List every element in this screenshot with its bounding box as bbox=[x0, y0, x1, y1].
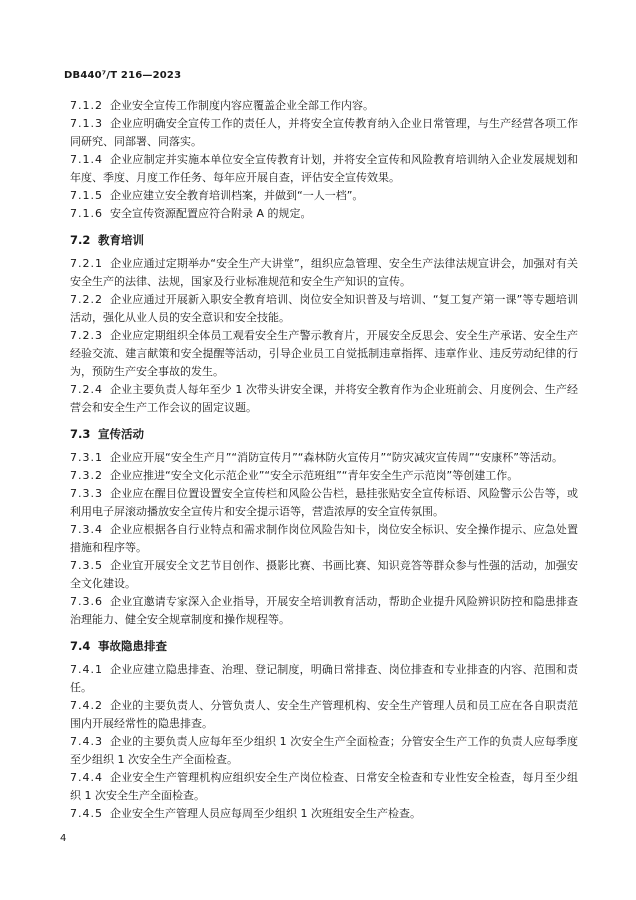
clause-number: 7.3.4 bbox=[70, 523, 103, 536]
section-number: 7.2 bbox=[70, 233, 91, 247]
section-title: 宣传活动 bbox=[98, 427, 144, 441]
clause-paragraph bbox=[70, 97, 578, 115]
clause-number: 7.4.1 bbox=[70, 663, 103, 676]
clause-text: 企业应通过开展新入职安全教育培训、岗位安全知识普及与培训、“复工复产第一课”等专题培训活动，强化从业人员的安全意识和安全技能。 bbox=[70, 293, 578, 324]
clause-paragraph bbox=[70, 327, 578, 381]
section-title: 教育培训 bbox=[98, 233, 144, 247]
clause-number: 7.2.4 bbox=[70, 383, 103, 396]
clause-number: 7.3.2 bbox=[70, 469, 103, 482]
clause-number: 7.4.4 bbox=[70, 771, 103, 784]
clause-text: 企业安全生产管理人员应每周至少组织 1 次班组安全生产检查。 bbox=[110, 807, 421, 820]
clause-text: 企业应开展“安全生产月”“消防宣传月”“森林防火宣传月”“防灾减灾宣传周”“安康杯”等活动。 bbox=[110, 451, 563, 464]
page-number: 4 bbox=[60, 833, 67, 844]
clause-number: 7.3.3 bbox=[70, 487, 103, 500]
clause-paragraph bbox=[70, 381, 578, 417]
clause-number: 7.3.1 bbox=[70, 451, 103, 464]
clause-paragraph bbox=[70, 205, 578, 223]
clause-number: 7.3.5 bbox=[70, 559, 103, 572]
clause-number: 7.1.5 bbox=[70, 189, 103, 202]
section-number: 7.3 bbox=[70, 427, 91, 441]
clause-paragraph bbox=[70, 151, 578, 187]
clause-number: 7.2.3 bbox=[70, 329, 103, 342]
clause-number: 7.2.2 bbox=[70, 293, 103, 306]
clause-text: 企业的主要负责人应每年至少组织 1 次安全生产全面检查；分管安全生产工作的负责人应每季度至少组织 1 次安全生产全面检查。 bbox=[70, 735, 578, 766]
clause-text: 安全宣传资源配置应符合附录 A 的规定。 bbox=[110, 207, 312, 220]
clause-paragraph bbox=[70, 733, 578, 769]
clause-text: 企业安全宣传工作制度内容应覆盖企业全部工作内容。 bbox=[110, 99, 374, 112]
clause-paragraph bbox=[70, 485, 578, 521]
clause-text: 企业安全生产管理机构应组织安全生产岗位检查、日常安全检查和专业性安全检查，每月至少组织 1 次安全生产全面检查。 bbox=[70, 771, 578, 802]
clause-text: 企业应根据各自行业特点和需求制作岗位风险告知卡，岗位安全标识、安全操作提示、应急处置措施和程序等。 bbox=[70, 523, 578, 554]
section-heading bbox=[70, 637, 578, 655]
clause-number: 7.4.2 bbox=[70, 699, 103, 712]
clause-paragraph bbox=[70, 255, 578, 291]
clause-number: 7.3.6 bbox=[70, 595, 103, 608]
clause-text: 企业应推进“安全文化示范企业”“安全示范班组”“青年安全生产示范岗”等创建工作。 bbox=[110, 469, 519, 482]
clause-text: 企业应建立隐患排查、治理、登记制度，明确日常排查、岗位排查和专业排查的内容、范围和责任。 bbox=[70, 663, 578, 694]
clause-number: 7.1.3 bbox=[70, 117, 103, 130]
clause-paragraph bbox=[70, 805, 578, 823]
document-code: DB440⁷/T 216—2023 bbox=[64, 70, 182, 81]
clause-paragraph bbox=[70, 187, 578, 205]
clause-text: 企业宜邀请专家深入企业指导，开展安全培训教育活动，帮助企业提升风险辨识防控和隐患排查治理能力、健全安全规章制度和操作规程等。 bbox=[70, 595, 578, 626]
clause-number: 7.2.1 bbox=[70, 257, 103, 270]
clause-text: 企业主要负责人每年至少 1 次带头讲安全课，并将安全教育作为企业班前会、月度例会、生产经营会和安全生产工作会议的固定议题。 bbox=[70, 383, 578, 414]
clause-paragraph bbox=[70, 467, 578, 485]
clause-paragraph bbox=[70, 521, 578, 557]
document-body bbox=[70, 97, 578, 823]
section-number: 7.4 bbox=[70, 639, 91, 653]
clause-number: 7.1.4 bbox=[70, 153, 103, 166]
section-heading bbox=[70, 425, 578, 443]
clause-paragraph bbox=[70, 593, 578, 629]
clause-number: 7.1.2 bbox=[70, 99, 103, 112]
clause-paragraph bbox=[70, 115, 578, 151]
clause-paragraph bbox=[70, 291, 578, 327]
clause-text: 企业应定期组织全体员工观看安全生产警示教育片，开展安全反思会、安全生产承诺、安全生产经验交流、建言献策和安全提醒等活动，引导企业员工自觉抵制违章指挥、违章作业、违反劳动纪律的行为，预防生产安全事故的发生。 bbox=[70, 329, 578, 378]
clause-text: 企业应建立安全教育培训档案，并做到“一人一档”。 bbox=[110, 189, 364, 202]
clause-number: 7.4.3 bbox=[70, 735, 103, 748]
clause-paragraph bbox=[70, 769, 578, 805]
clause-number: 7.1.6 bbox=[70, 207, 103, 220]
clause-text: 企业应制定并实施本单位安全宣传教育计划，并将安全宣传和风险教育培训纳入企业发展规划和年度、季度、月度工作任务、每年应开展自查，评估安全宣传效果。 bbox=[70, 153, 578, 184]
clause-text: 企业的主要负责人、分管负责人、安全生产管理机构、安全生产管理人员和员工应在各自职责范围内开展经常性的隐患排查。 bbox=[70, 699, 578, 730]
clause-paragraph bbox=[70, 557, 578, 593]
clause-text: 企业应通过定期举办“安全生产大讲堂”，组织应急管理、安全生产法律法规宣讲会，加强对有关安全生产的法律、法规，国家及行业标准规范和安全生产知识的宣传。 bbox=[70, 257, 578, 288]
clause-paragraph bbox=[70, 449, 578, 467]
clause-number: 7.4.5 bbox=[70, 807, 103, 820]
clause-paragraph bbox=[70, 697, 578, 733]
clause-text: 企业应在醒目位置设置安全宣传栏和风险公告栏，悬挂张贴安全宣传标语、风险警示公告等，或利用电子屏滚动播放安全宣传片和安全提示语等，营造浓厚的安全宣传氛围。 bbox=[70, 487, 578, 518]
section-heading bbox=[70, 231, 578, 249]
clause-text: 企业宜开展安全文艺节目创作、摄影比赛、书画比赛、知识竞答等群众参与性强的活动，加强安全文化建设。 bbox=[70, 559, 578, 590]
clause-text: 企业应明确安全宣传工作的责任人，并将安全宣传教育纳入企业日常管理，与生产经营各项工作同研究、同部署、同落实。 bbox=[70, 117, 578, 148]
section-title: 事故隐患排查 bbox=[98, 639, 167, 653]
clause-paragraph bbox=[70, 661, 578, 697]
